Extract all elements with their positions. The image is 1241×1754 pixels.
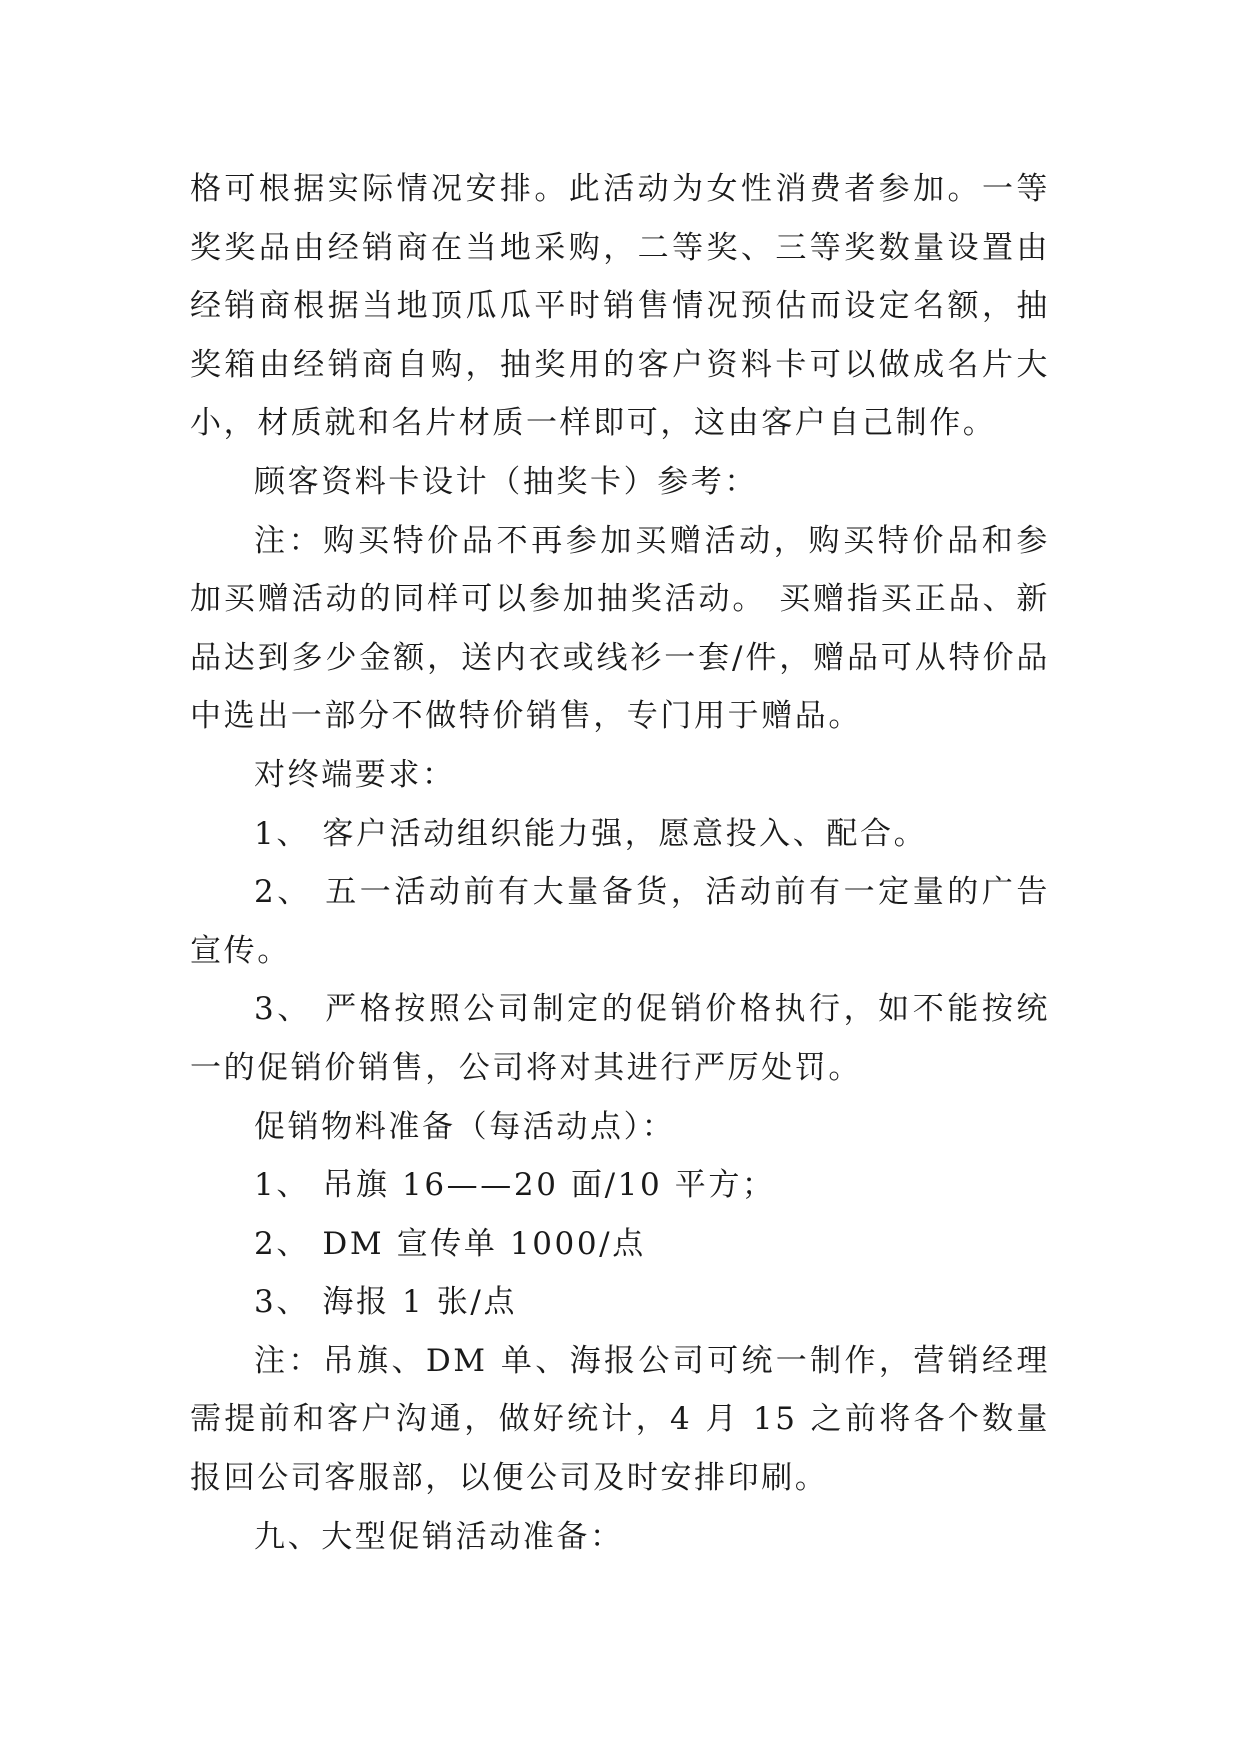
document-body: [190, 160, 1050, 1566]
list-item-requirement-2: 2、 五一活动前有大量备货，活动前有一定量的广告宣传。: [190, 874, 1050, 969]
heading-materials: 促销物料准备（每活动点）：: [254, 1108, 676, 1145]
paragraph-note-materials: 注：吊旗、DM 单、海报公司可统一制作，营销经理需提前和客户沟通，做好统计，4 月 15 之前将各个数量报回公司客服部，以便公司及时安排印刷。: [190, 1342, 1050, 1497]
heading-section-nine: 九、大型促销活动准备：: [254, 1518, 624, 1555]
list-item-material-2: 2、 DM 宣传单 1000/点: [254, 1225, 646, 1262]
list-item-material-3: 3、 海报 1 张/点: [254, 1284, 518, 1321]
paragraph-card-design: 顾客资料卡设计（抽奖卡）参考：: [254, 463, 758, 500]
list-item-requirement-3: 3、 严格按照公司制定的促销价格执行，如不能按统一的促销价销售，公司将对其进行严厉处罚。: [190, 991, 1050, 1086]
heading-terminal-requirements: 对终端要求：: [254, 756, 456, 793]
paragraph-continuation: 格可根据实际情况安排。此活动为女性消费者参加。一等奖奖品由经销商在当地采购，二等奖、三等奖数量设置由经销商根据当地顶瓜瓜平时销售情况预估而设定名额，抽奖箱由经销商自购，抽奖用的客户资料卡可以做成名片大小，材质就和名片材质一样即可，这由客户自己制作。: [190, 171, 1050, 442]
list-item-material-1: 1、 吊旗 16——20 面/10 平方；: [254, 1167, 776, 1204]
list-item-requirement-1: 1、 客户活动组织能力强，愿意投入、配合。: [254, 815, 928, 852]
paragraph-note-gift: 注：购买特价品不再参加买赠活动，购买特价品和参加买赠活动的同样可以参加抽奖活动。 买赠指买正品、新品达到多少金额，送内衣或线衫一套/件，赠品可从特价品中选出一部分不做特价销售，专门用于赠品。: [190, 522, 1050, 735]
